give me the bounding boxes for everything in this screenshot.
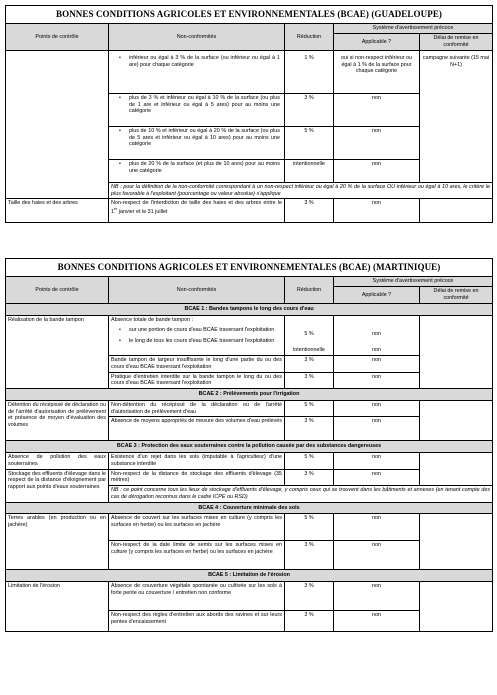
bcae3-nb-note: NB : ce point concerne tous les lieux de stockage d'effluents d'élevage, y compris ceux qui se trouvent dans les bâtiments et annexes (en tenant compte des cas de dérogation reconnus dans le cadre ICPE ou RSD) [109, 486, 493, 503]
applicable-value: oui si non-respect inférieur ou égal à 1 % de la surface pour chaque catégorie [334, 50, 420, 93]
header-delai: Délai de remise en conformité [420, 287, 493, 304]
list-item: • plus de 10 % et inférieur ou égal à 20 % de la surface (ou plus de 5 ares et inférieur ou égal à 10 ares) pour au moins une catégorie [109, 126, 285, 159]
delai-empty [420, 582, 493, 632]
martinique-title: BONNES CONDITIONS AGRICOLES ET ENVIRONNEMENTALES (BCAE) (MARTINIQUE) [6, 259, 493, 277]
reduction-value: 5 % [285, 400, 334, 417]
table-row: Existence d'un rejet dans les sols (imputable à l'agriculteur) d'une substance interdite [109, 453, 285, 470]
reduction-value: 3 % [285, 469, 334, 486]
reduction-value: 3 % [285, 541, 334, 570]
section-bcae2: BCAE 2 : Prélèvements pour l'irrigation [6, 389, 493, 401]
guadeloupe-nb-note: NB : pour la définition de la non-conformité correspondant à un non-respect inférieur ou égal à 20 % de la surface OU inférieur ou égal à 10 ares, le critère le plus favorable à l'exploitant (pourcentage ou valeur absolue) s'applique [109, 182, 493, 199]
header-applicable: Applicable ? [334, 287, 420, 304]
section-bcae5: BCAE 5 : Limitation de l'érosion [6, 570, 493, 582]
header-points-de-controle: Points de contrôle [6, 277, 109, 304]
header-delai: Délai de remise en conformité [420, 34, 493, 51]
applicable-value: non [334, 417, 420, 441]
delai-value: campagne suivante (15 mai N+1) [420, 50, 493, 182]
table-row: Non-respect de la date limite de semis sur les surfaces mises en culture (y compris les surfaces en herbe) ou les surfaces en jachère [109, 541, 285, 570]
reduction-value: 5 % [285, 514, 334, 541]
applicable-value: non non [334, 315, 420, 356]
section-bcae4: BCAE 4 : Couverture minimale des sols [6, 502, 493, 514]
reduction-value: 5 % intentionnelle [285, 315, 334, 356]
applicable-value: non [334, 93, 420, 126]
martinique-table [5, 258, 493, 632]
table-row: Absence de couvert sur les surfaces mises en culture (y compris les surfaces en herbe) ou les surfaces en jachère [109, 514, 285, 541]
applicable-value: non [334, 582, 420, 611]
delai-empty [420, 400, 493, 441]
reduction-value: 5 % [285, 126, 334, 159]
header-non-conformites: Non-conformités [109, 24, 285, 51]
list-item: • inférieur ou égal à 3 % de la surface (ou inférieur ou égal à 1 are) pour chaque catégorie [109, 50, 285, 93]
point-stockage: Stockage des effluents d'élevage dans le respect de la distance d'éloignement par rapport aux points d'eaux souterraines [6, 469, 109, 502]
section-bcae1: BCAE 1 : Bandes tampons le long des cours d'eau [6, 303, 493, 315]
reduction-value: 5 % [285, 453, 334, 470]
applicable-value: non [334, 611, 420, 632]
delai-empty [420, 453, 493, 486]
applicable-value: non [334, 126, 420, 159]
header-applicable: Applicable ? [334, 34, 420, 51]
header-reduction: Réduction [285, 277, 334, 304]
header-systeme-avertissement: Système d'avertissement précoce [334, 24, 493, 34]
applicable-value: non [334, 541, 420, 570]
table-row: Non-respect de la distance de stockage des effluents d'élevage (35 mètres) [109, 469, 285, 486]
point-bande-tampon: Réalisation de la bande tampon [6, 315, 109, 389]
list-item: • plus de 3 % et inférieur ou égal à 10 % de la surface (ou plus de 1 are et inférieur ou égal à 5 ares) pour au moins une catégorie [109, 93, 285, 126]
reduction-value: intentionnelle [285, 159, 334, 182]
point-taille-haies: Taille des haies et des arbres [6, 199, 109, 223]
applicable-value: non [334, 159, 420, 182]
reduction-value: 3 % [285, 372, 334, 389]
reduction-value: 3 % [285, 356, 334, 373]
applicable-value: non [334, 400, 420, 417]
guadeloupe-title: BONNES CONDITIONS AGRICOLES ET ENVIRONNEMENTALES (BCAE) (GUADELOUPE) [6, 6, 493, 24]
header-reduction: Réduction [285, 24, 334, 51]
section-bcae3: BCAE 3 : Protection des eaux souterraines contre la pollution causée par des substances dangereuses [6, 441, 493, 453]
reduction-value: 3 % [285, 199, 334, 223]
list-item: • plus de 20 % de la surface (et plus de 10 ares) pour au moins une catégorie [109, 159, 285, 182]
reduction-value: 1 % [285, 50, 334, 93]
applicable-value: non [334, 514, 420, 541]
table-row: Non-respect des règles d'entretien aux abords des ravines et sur leurs pentes d'encaissement [109, 611, 285, 632]
table-row: Pratique d'entretien interdite sur la bande tampon le long du ou des cours d'eau BCAE traversant l'exploitation [109, 372, 285, 389]
reduction-value: 3 % [285, 611, 334, 632]
point-recepisse: Détention du récépissé de déclaration ou de l'arrêté d'autorisation de prélèvement et présence de moyen d'évaluation des volumes [6, 400, 109, 441]
reduction-value: 3 % [285, 417, 334, 441]
table-row: Non-détention du récépissé de la déclaration ou de l'arrêté d'autorisation de prélèvement d'eau [109, 400, 285, 417]
reduction-value: 3 % [285, 582, 334, 611]
point-pollution: Absence de pollution des eaux souterraines [6, 453, 109, 470]
table-row: Bande tampon de largeur insuffisante le long d'une partie du ou des cours d'eau BCAE traversant l'exploitation [109, 356, 285, 373]
table-row: Absence de moyens appropriés de mesure des volumes d'eau prélevés [109, 417, 285, 441]
guadeloupe-point-empty [6, 50, 109, 199]
point-terres-arables: Terres arables (en production ou en jachère) [6, 514, 109, 570]
applicable-value: non [334, 469, 420, 486]
applicable-value: non [334, 453, 420, 470]
table-row: Absence de couverture végétale spontanée ou cultivée sur les sols à forte pente ou couverture / entretien non conforme [109, 582, 285, 611]
applicable-value: non [334, 199, 420, 223]
applicable-value: non [334, 372, 420, 389]
delai-empty [420, 514, 493, 570]
guadeloupe-table [5, 5, 493, 223]
header-systeme-avertissement: Système d'avertissement précoce [334, 277, 493, 287]
header-points-de-controle: Points de contrôle [6, 24, 109, 51]
nonconf-taille-haies: Non-respect de l'interdiction de taille des haies et des arbres entre le 1er janvier et le 31 juillet [109, 199, 285, 223]
delai-empty [420, 315, 493, 389]
header-non-conformites: Non-conformités [109, 277, 285, 304]
nonconf-absence-bande: Absence totale de bande tampon : • sur une portion de cours d'eau BCAE traversant l'exploitation • le long de tous les cours d'eau BCAE traversant l'exploitation [109, 315, 285, 356]
reduction-value: 3 % [285, 93, 334, 126]
delai-empty [420, 199, 493, 223]
applicable-value: non [334, 356, 420, 373]
point-erosion: Limitation de l'érosion [6, 582, 109, 632]
